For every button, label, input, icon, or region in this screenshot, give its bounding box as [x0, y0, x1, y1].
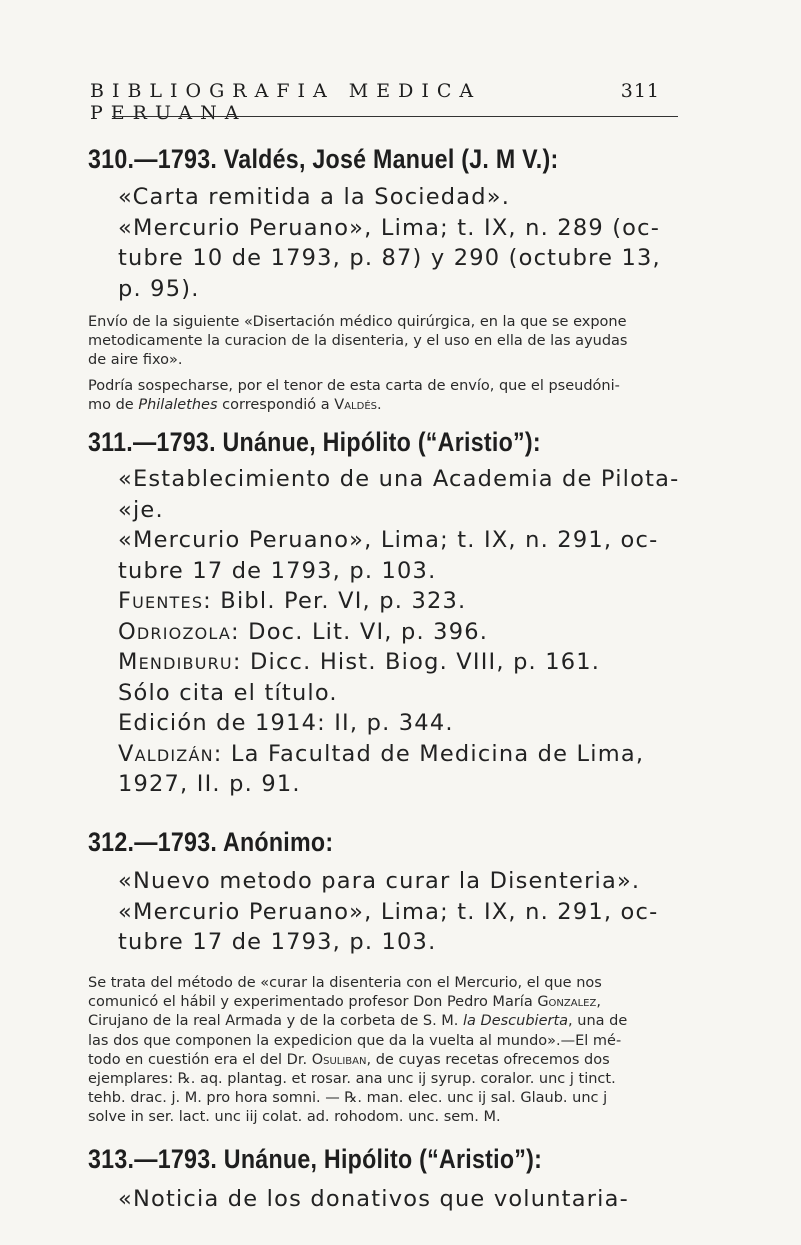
running-title: BIBLIOGRAFIA MEDICA PERUANA [90, 80, 482, 124]
title-line: tubre 10 de 1793, p. 87) y 290 (octubre 13, [118, 245, 661, 271]
ref-line: Valdizán: La Facultad de Medicina de Lima, [118, 740, 645, 767]
note-line: las dos que componen la expedicion que da la vuelta al mundo».—El mé- [88, 1032, 622, 1049]
header-rule [112, 116, 678, 117]
note-line: Podría sospecharse, por el tenor de esta carta de envío, que el pseudóni- [88, 378, 620, 394]
note-line: mo de Philalethes correspondió a Valdés. [88, 397, 382, 414]
note-line: metodicamente la curacion de la disenteria, y el uso en ella de las ayudas [88, 333, 628, 350]
title-line: «Noticia de los donativos que voluntaria- [118, 1186, 629, 1212]
note-line: ejemplares: ℞. aq. plantag. et rosar. ana unc ij syrup. coralor. unc j tinct. [88, 1071, 616, 1088]
running-header [90, 80, 660, 124]
ref-line: Mendiburu: Dicc. Hist. Biog. VIII, p. 161. [118, 649, 601, 675]
ref-line: 1927, II. p. 91. [118, 771, 301, 797]
note-line: Sólo cita el título. [118, 679, 338, 706]
note-line: solve in ser. lact. unc iij colat. ad. rohodom. unc. sem. M. [88, 1109, 501, 1126]
ref-line: Odriozola: Doc. Lit. VI, p. 396. [118, 618, 489, 645]
note-line: Se trata del método de «curar la disenteria con el Mercurio, el que nos [88, 975, 602, 991]
note-line: de aire fixo». [88, 352, 183, 369]
title-line: tubre 17 de 1793, p. 103. [118, 929, 437, 955]
entry-311-heading: 311.—1793. Unánue, Hipólito (“Aristio”): [88, 427, 541, 457]
note-line: tehb. drac. j. M. pro hora somni. — ℞. man. elec. unc ij sal. Glaub. unc j [88, 1090, 608, 1107]
title-line: «Mercurio Peruano», Lima; t. IX, n. 291, oc- [118, 898, 659, 925]
page-number: 311 [620, 80, 660, 102]
title-line: «Establecimiento de una Academia de Pilota- [118, 466, 680, 492]
entry-312-note [88, 974, 738, 1128]
note-line: Envío de la siguiente «Disertación médico quirúrgica, en la que se expone [88, 314, 627, 330]
title-line: «Mercurio Peruano», Lima; t. IX, n. 289 (oc- [118, 214, 661, 241]
title-line: p. 95). [118, 275, 200, 302]
entry-310-note-2 [88, 377, 738, 415]
note-line: Cirujano de la real Armada y de la corbeta de S. M. la Descubierta, una de [88, 1013, 628, 1030]
entry-313-title [118, 1184, 698, 1215]
entry-312-heading: 312.—1793. Anónimo: [88, 827, 334, 857]
entry-312-title [118, 866, 698, 958]
entry-313-heading: 313.—1793. Unánue, Hipólito (“Aristio”): [88, 1144, 543, 1174]
ref-line: Fuentes: Bibl. Per. VI, p. 323. [118, 588, 467, 614]
entry-310-heading: 310.—1793. Valdés, José Manuel (J. M V.): [88, 144, 559, 174]
note-line: comunicó el hábil y experimentado profesor Don Pedro María Gonzalez, [88, 994, 601, 1011]
entry-310-note [88, 313, 738, 371]
note-line: todo en cuestión era el del Dr. Osuliban, de cuyas recetas ofrecemos dos [88, 1051, 610, 1068]
title-line: «je. [118, 496, 164, 523]
title-line: «Mercurio Peruano», Lima; t. IX, n. 291, oc- [118, 527, 659, 553]
entry-311-body [118, 464, 698, 800]
title-line: «Carta remitida a la Sociedad». [118, 184, 511, 210]
entry-310-title [118, 182, 698, 304]
note-line: Edición de 1914: II, p. 344. [118, 710, 454, 736]
title-line: tubre 17 de 1793, p. 103. [118, 557, 437, 584]
title-line: «Nuevo metodo para curar la Disenteria». [118, 868, 641, 894]
